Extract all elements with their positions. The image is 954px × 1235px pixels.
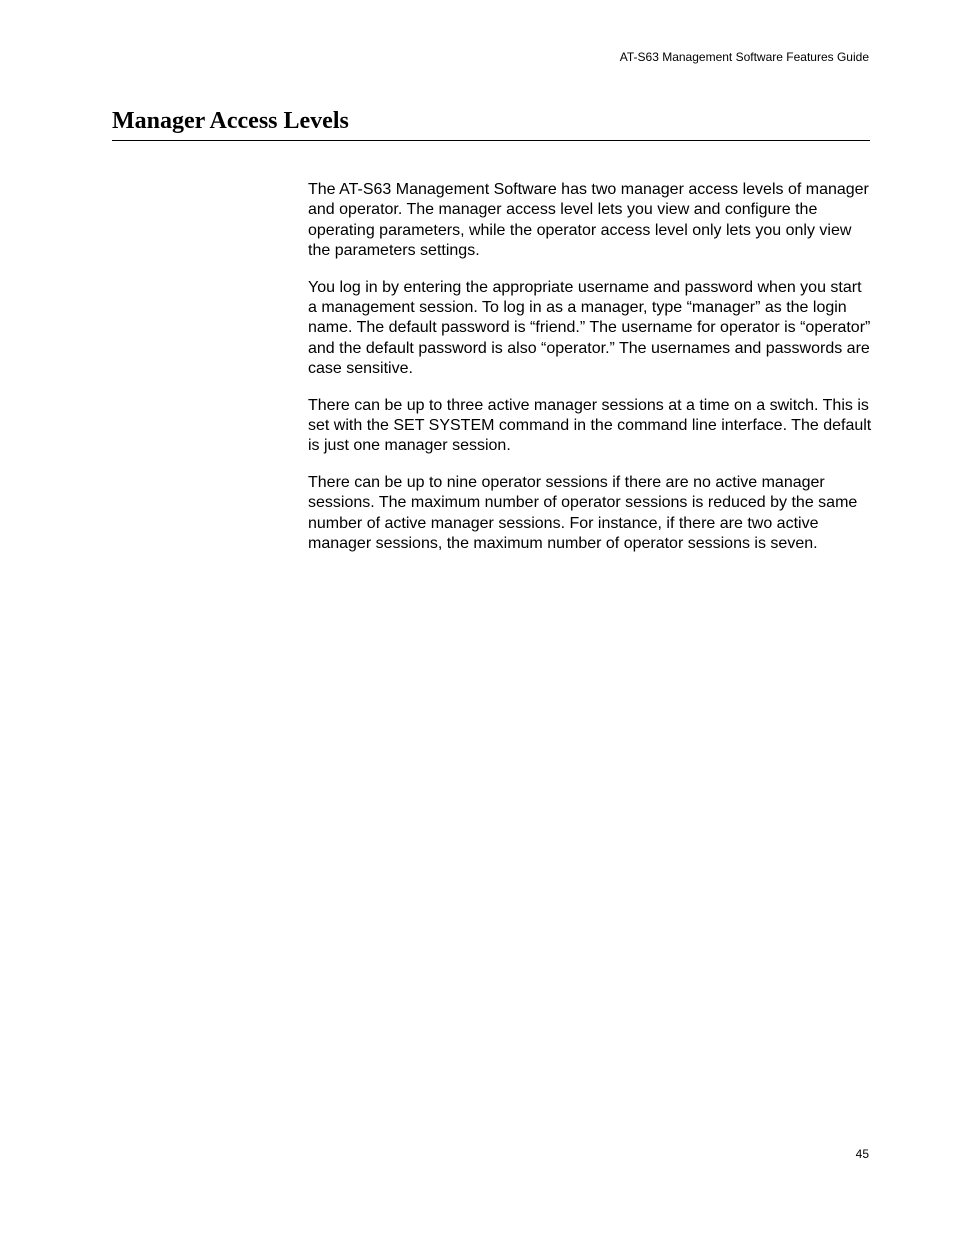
section-title: Manager Access Levels bbox=[112, 108, 349, 134]
running-header: AT-S63 Management Software Features Guide bbox=[619, 50, 869, 64]
section-body bbox=[308, 180, 874, 571]
title-divider bbox=[112, 140, 870, 141]
paragraph-login: You log in by entering the appropriate username and password when you start a management session. To log in as a manager, type “manager” as the login name. The default password is “friend.” The username for operator is “operator” and the default password is also “operator.” The usernames and passwords are case sensitive. bbox=[308, 278, 871, 377]
paragraph-operator-sessions: There can be up to nine operator sessions if there are no active manager sessions. The maximum number of operator sessions is reduced by the same number of active manager sessions. For instance, if there are two active manager sessions, the maximum number of operator sessions is seven. bbox=[308, 474, 858, 552]
paragraph-manager-sessions: There can be up to three active manager sessions at a time on a switch. This is set with the SET SYSTEM command in the command line interface. The default is just one manager session. bbox=[308, 396, 872, 455]
page-number: 45 bbox=[855, 1147, 869, 1161]
paragraph-access-levels: The AT-S63 Management Software has two manager access levels of manager and operator. The manager access level lets you view and configure the operating parameters, while the operator access level only lets you only view the parameters settings. bbox=[308, 181, 869, 259]
